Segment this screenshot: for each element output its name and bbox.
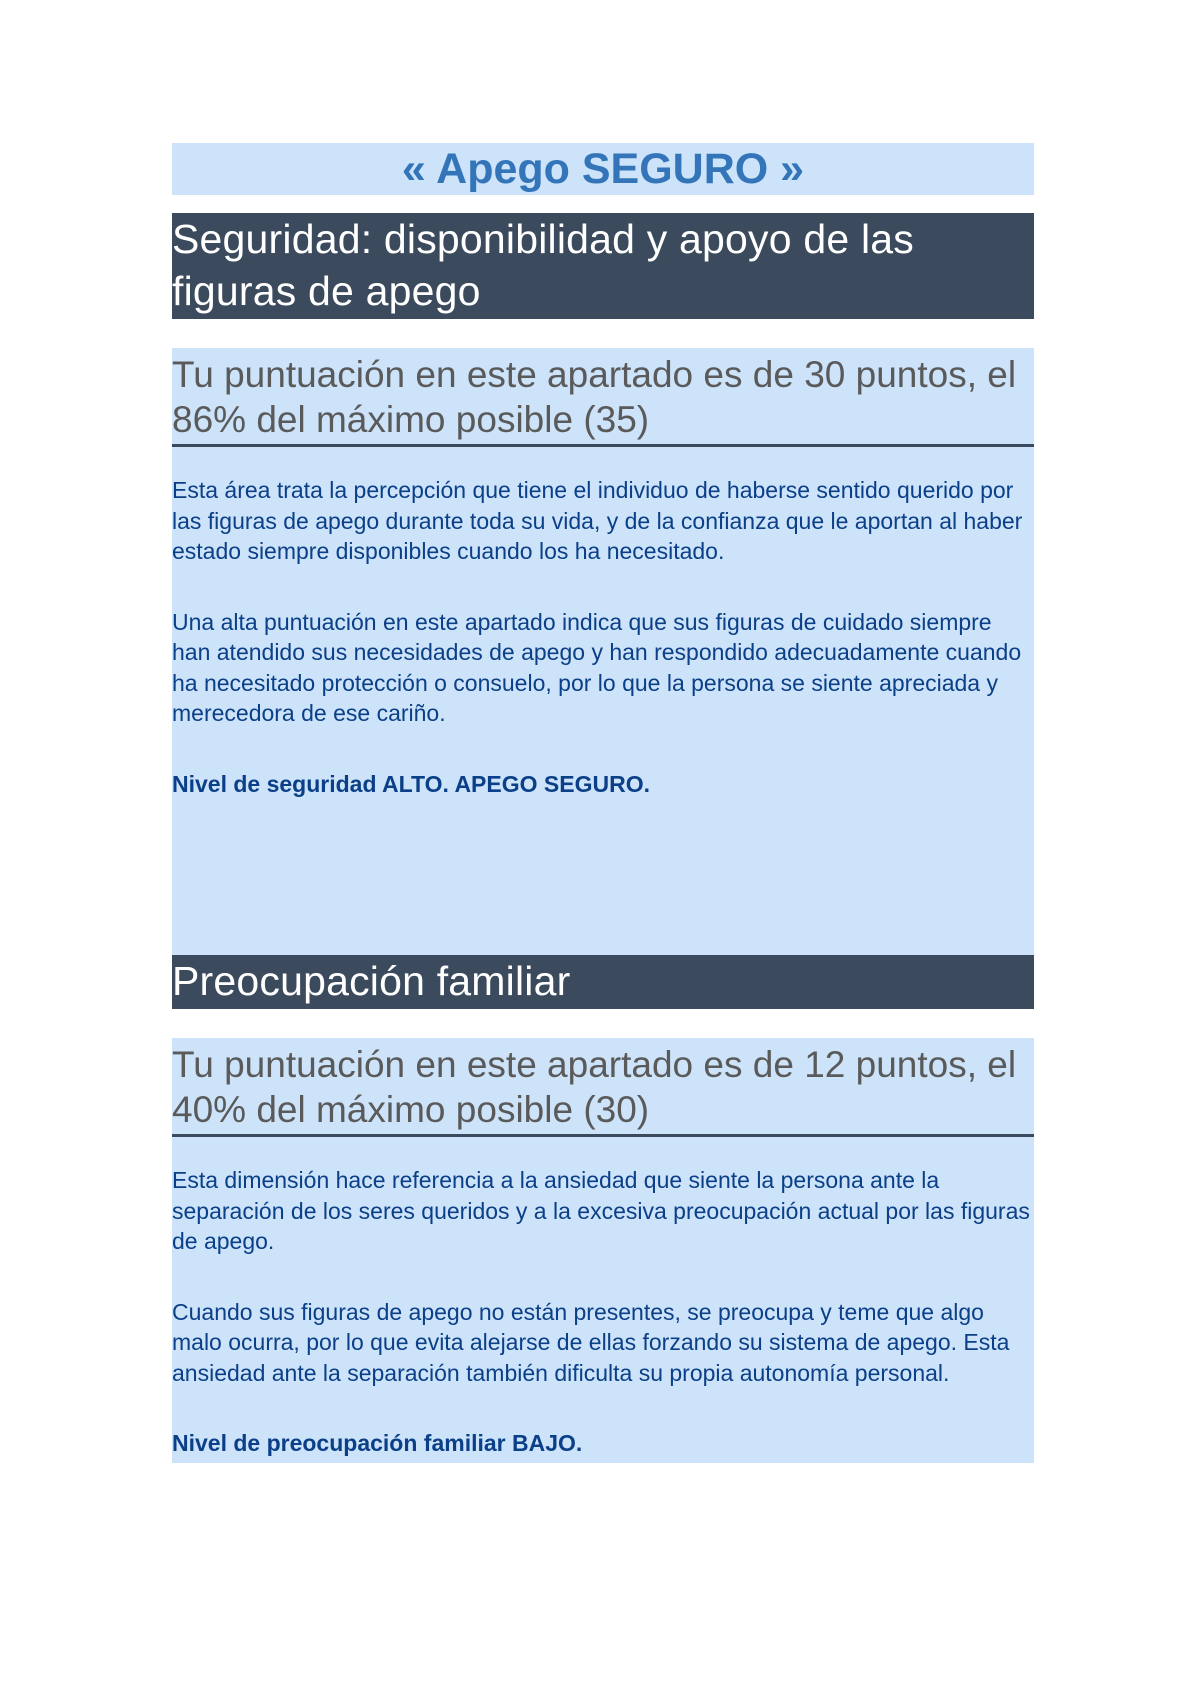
score-preocupacion: Tu puntuación en este apartado es de 12 puntos, el 40% del máximo posible (30) <box>172 1038 1034 1137</box>
section-body-preocupacion <box>172 1137 1034 1463</box>
paragraph-preocupacion-interpretation: Cuando sus figuras de apego no están presentes, se preocupa y teme que algo malo ocurra, por lo que evita alejarse de ellas forzando su sistema de apego. Esta ansiedad ante la separación también dificulta su propia autonomía personal. <box>172 1298 1010 1386</box>
paragraph-preocupacion-description: Esta dimensión hace referencia a la ansiedad que siente la persona ante la separación de los seres queridos y a la excesiva preocupación actual por las figuras de apego. <box>172 1167 1030 1254</box>
document-page <box>172 143 1034 1463</box>
score-seguridad: Tu puntuación en este apartado es de 30 puntos, el 86% del máximo posible (35) <box>172 348 1034 447</box>
section-header-seguridad: Seguridad: disponibilidad y apoyo de las figuras de apego <box>172 213 1034 319</box>
paragraph-seguridad-description: Esta área trata la percepción que tiene el individuo de haberse sentido querido por las figuras de apego durante toda su vida, y de la confianza que le aportan al haber estado siempre disponibles cuando los ha necesitado. <box>172 477 1023 564</box>
level-preocupacion: Nivel de preocupación familiar BAJO. <box>172 1430 583 1456</box>
section-header-preocupacion: Preocupación familiar <box>172 955 1034 1009</box>
page-title: « Apego SEGURO » <box>172 143 1034 195</box>
paragraph-seguridad-interpretation: Una alta puntuación en este apartado indica que sus figuras de cuidado siempre han atendido sus necesidades de apego y han respondido adecuadamente cuando ha necesitado protección o consuelo, por lo que la persona se siente apreciada y merecedora de ese cariño. <box>172 608 1022 726</box>
section-body-seguridad <box>172 447 1034 955</box>
level-seguridad: Nivel de seguridad ALTO. APEGO SEGURO. <box>172 770 650 797</box>
